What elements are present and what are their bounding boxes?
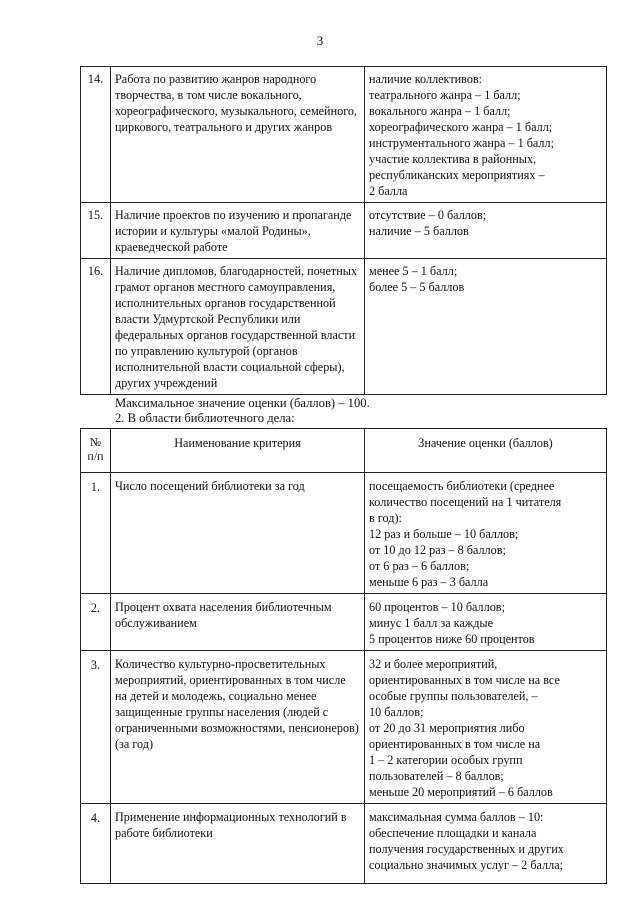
value-line: ориентированных в том числе на все	[369, 673, 560, 687]
value-line: республиканских мероприятиях –	[369, 168, 545, 182]
value-line: меньше 20 мероприятий – 6 баллов	[369, 785, 553, 799]
value-line: социально значимых услуг – 2 балла;	[369, 858, 563, 872]
table-header-row	[81, 429, 607, 473]
criterion-name: Применение информационных технологий в работе библиотеки	[111, 804, 365, 884]
value-line: менее 5 – 1 балл;	[369, 264, 458, 278]
table-row	[81, 594, 607, 651]
criterion-value	[365, 804, 607, 884]
value-line: в год):	[369, 511, 402, 525]
value-line: получения государственных и других	[369, 842, 564, 856]
criterion-name: Число посещений библиотеки за год	[111, 473, 365, 594]
row-number: 2.	[81, 594, 111, 651]
criterion-value	[365, 594, 607, 651]
value-line: меньше 6 раз – 3 балла	[369, 575, 489, 589]
value-line: участие коллектива в районных,	[369, 152, 537, 166]
criterion-name: Процент охвата населения библиотечным обслуживанием	[111, 594, 365, 651]
criterion-value	[365, 203, 607, 259]
table-row	[81, 473, 607, 594]
table-row	[81, 203, 607, 259]
value-line: 5 процентов ниже 60 процентов	[369, 632, 535, 646]
table-row	[81, 804, 607, 884]
value-line: от 6 раз – 6 баллов;	[369, 559, 470, 573]
value-line: театрального жанра – 1 балл;	[369, 88, 521, 102]
value-line: от 20 до 31 мероприятия либо	[369, 721, 525, 735]
value-line: 2 балла	[369, 184, 408, 198]
row-number: 1.	[81, 473, 111, 594]
table-row	[81, 67, 607, 203]
row-number: 14.	[81, 67, 111, 203]
value-line: хореографического жанра – 1 балл;	[369, 120, 553, 134]
header-number-line: №	[89, 435, 102, 449]
value-line: максимальная сумма баллов – 10:	[369, 810, 544, 824]
row-number: 16.	[81, 259, 111, 395]
value-line: от 10 до 12 раз – 8 баллов;	[369, 543, 506, 557]
value-line: наличие коллективов:	[369, 72, 483, 86]
value-line: посещаемость библиотеки (среднее	[369, 479, 555, 493]
value-line: более 5 – 5 баллов	[369, 280, 465, 294]
section-heading: 2. В области библиотечного дела:	[115, 411, 295, 425]
value-line: наличие – 5 баллов	[369, 224, 469, 238]
table-row	[81, 259, 607, 395]
value-line: особые группы пользователей, –	[369, 689, 538, 703]
header-number	[81, 429, 111, 473]
criterion-name: Работа по развитию жанров народного творчества, в том числе вокального, хореографического, музыкального, семейного, циркового, театрального и других жанров	[111, 67, 365, 203]
value-line: 10 баллов;	[369, 705, 424, 719]
row-number: 15.	[81, 203, 111, 259]
value-line: 12 раз и больше – 10 баллов;	[369, 527, 519, 541]
value-line: 32 и более мероприятий,	[369, 657, 498, 671]
value-line: вокального жанра – 1 балл;	[369, 104, 511, 118]
value-line: 60 процентов – 10 баллов;	[369, 600, 505, 614]
value-line: количество посещений на 1 читателя	[369, 495, 562, 509]
criterion-value	[365, 473, 607, 594]
row-number: 3.	[81, 651, 111, 804]
max-score-summary: Максимальное значение оценки (баллов) – 100.	[115, 396, 370, 410]
page-number: 3	[316, 33, 324, 48]
criterion-value	[365, 651, 607, 804]
criterion-name: Наличие проектов по изучению и пропаганде истории и культуры «малой Родины», краеведческой работе	[111, 203, 365, 259]
value-line: ориентированных в том числе на	[369, 737, 541, 751]
header-criterion-value: Значение оценки (баллов)	[365, 429, 607, 473]
value-line: отсутствие – 0 баллов;	[369, 208, 487, 222]
criteria-table-culture	[80, 66, 607, 395]
value-line: пользователей – 8 баллов;	[369, 769, 504, 783]
value-line: обеспечение площадки и канала	[369, 826, 537, 840]
criteria-table-library	[80, 428, 607, 884]
header-number-line: п/п	[87, 449, 104, 463]
value-line: минус 1 балл за каждые	[369, 616, 494, 630]
row-number: 4.	[81, 804, 111, 884]
criterion-name: Количество культурно-просветительных мероприятий, ориентированных в том числе на детей и молодежь, социально менее защищенные группы населения (людей с ограниченными возможностями, пенсионеров) (за год)	[111, 651, 365, 804]
value-line: инструментального жанра – 1 балл;	[369, 136, 554, 150]
criterion-name: Наличие дипломов, благодарностей, почетных грамот органов местного самоуправления, исполнительных органов государственной власти Удмуртской Республики или федеральных органов государственной власти по управлению культурой (органов исполнительной власти социальной сферы), других учреждений	[111, 259, 365, 395]
value-line: 1 – 2 категории особых групп	[369, 753, 523, 767]
header-criterion-name: Наименование критерия	[111, 429, 365, 473]
criterion-value	[365, 67, 607, 203]
criterion-value	[365, 259, 607, 395]
table-row	[81, 651, 607, 804]
